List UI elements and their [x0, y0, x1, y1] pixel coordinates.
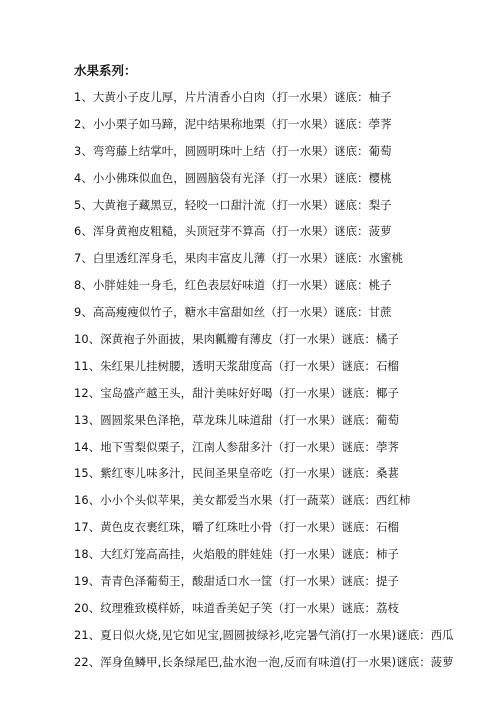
riddle-item-5	[74, 192, 492, 219]
riddle-text: 宝岛盛产越王头，甜汁美味好好喝（打一水果）谜底：椰子	[100, 385, 399, 400]
riddle-number: 4、	[74, 170, 93, 185]
riddle-text: 地下雪梨似栗子，江南人参甜多汁（打一水果）谜底：荸荠	[100, 439, 399, 454]
riddle-number: 3、	[74, 143, 93, 158]
riddle-item-21	[74, 622, 492, 649]
riddle-item-6	[74, 218, 492, 245]
riddle-number: 17、	[74, 520, 101, 535]
riddle-text: 大红灯笼高高挂，火焰般的胖娃娃（打一水果）谜底：柿子	[100, 547, 399, 562]
riddle-item-4	[74, 165, 492, 192]
riddle-number: 1、	[74, 90, 93, 104]
riddle-number: 14、	[74, 439, 101, 454]
riddle-number: 2、	[74, 116, 93, 131]
riddle-text: 浑身黄袍皮粗糙，头顶冠芽不算高（打一水果）谜底：菠萝	[92, 224, 392, 239]
riddle-text: 小胖娃娃一身毛，红色表层好味道（打一水果）谜底：桃子	[92, 278, 392, 293]
riddle-item-8	[74, 272, 492, 299]
riddle-item-9	[74, 299, 492, 326]
riddle-text: 高高瘦瘦似竹子，糖水丰富甜如丝（打一水果）谜底：甘蔗	[92, 305, 392, 320]
riddle-number: 12、	[74, 385, 101, 400]
riddle-text: 夏日似火烧,见它如见宝,圆圆披绿衫,吃完暑气消(打一水果)谜底：西瓜	[100, 627, 454, 642]
riddle-item-17	[74, 514, 492, 541]
riddle-item-11	[74, 353, 492, 380]
riddle-number: 7、	[74, 251, 93, 266]
riddle-number: 18、	[74, 547, 101, 562]
riddle-text: 深黄袍子外面披，果肉瓤瓣有薄皮（打一水果）谜底：橘子	[100, 332, 399, 347]
riddle-number: 21、	[74, 627, 101, 642]
riddle-number: 6、	[74, 224, 93, 239]
riddle-text: 弯弯藤上结掌叶，圆圆明珠叶上结（打一水果）谜底：葡萄	[92, 143, 392, 158]
riddle-number: 19、	[74, 574, 101, 589]
riddle-item-13	[74, 407, 492, 434]
riddle-number: 10、	[74, 332, 101, 347]
riddle-number: 9、	[74, 305, 93, 320]
riddle-item-3	[74, 138, 492, 165]
riddle-text: 浑身鱼鳞甲,长条绿尾巴,盐水泡一泡,反而有味道(打一水果)谜底：菠萝	[100, 654, 454, 669]
riddle-item-19	[74, 568, 492, 595]
riddle-number: 22、	[74, 654, 101, 669]
riddle-text: 朱红果儿挂树腰，透明天浆甜度高（打一水果）谜底：石榴	[100, 358, 399, 373]
riddle-text: 纹理雅致模样娇，味道香美妃子笑（打一水果）谜底：荔枝	[100, 600, 399, 615]
riddle-item-15	[74, 460, 492, 487]
riddle-text: 小小栗子如马蹄，泥中结果称地栗（打一水果）谜底：荸荠	[92, 116, 392, 131]
riddle-number: 15、	[74, 466, 101, 481]
riddle-text: 小小个头似苹果，美女都爱当水果（打一蔬菜）谜底：西红柿	[100, 493, 411, 508]
riddle-text: 白里透红浑身毛，果肉丰富皮儿薄（打一水果）谜底：水蜜桃	[92, 251, 404, 266]
riddle-text: 圆圆浆果色泽艳，草龙珠儿味道甜（打一水果）谜底：葡萄	[100, 412, 399, 427]
riddle-text: 大黄袍子藏黑豆，轻咬一口甜汁流（打一水果）谜底：梨子	[92, 197, 392, 212]
riddle-item-2	[74, 111, 492, 138]
riddle-item-14	[74, 434, 492, 461]
section-heading: 水果系列：	[74, 63, 137, 78]
riddle-item-20	[74, 595, 492, 622]
riddle-item-7	[74, 245, 492, 272]
riddle-number: 13、	[74, 412, 101, 427]
riddle-number: 20、	[74, 600, 101, 615]
riddle-number: 11、	[74, 358, 101, 373]
riddle-item-10	[74, 326, 492, 353]
riddle-text: 青青色泽葡萄王，酸甜适口水一筐（打一水果）谜底：提子	[100, 574, 399, 589]
riddle-text: 紫红枣儿味多汁，民间圣果皇帝吃（打一水果）谜底：桑葚	[100, 466, 399, 481]
riddle-list	[74, 84, 492, 676]
riddle-item-12	[74, 380, 492, 407]
riddle-text: 大黄小子皮儿厚，片片清香小白肉（打一水果）谜底：柚子	[92, 90, 392, 104]
riddle-item-1	[74, 84, 492, 111]
riddle-text: 黄色皮衣裹红珠，嚼了红珠吐小骨（打一水果）谜底：石榴	[100, 520, 399, 535]
riddle-item-18	[74, 541, 492, 568]
riddle-text: 小小佛珠似血色，圆圆脑袋有光泽（打一水果）谜底：樱桃	[92, 170, 392, 185]
riddle-item-16	[74, 487, 492, 514]
riddle-number: 16、	[74, 493, 101, 508]
riddle-item-22	[74, 649, 492, 676]
riddle-number: 8、	[74, 278, 93, 293]
riddle-number: 5、	[74, 197, 93, 212]
document-content	[74, 58, 492, 676]
